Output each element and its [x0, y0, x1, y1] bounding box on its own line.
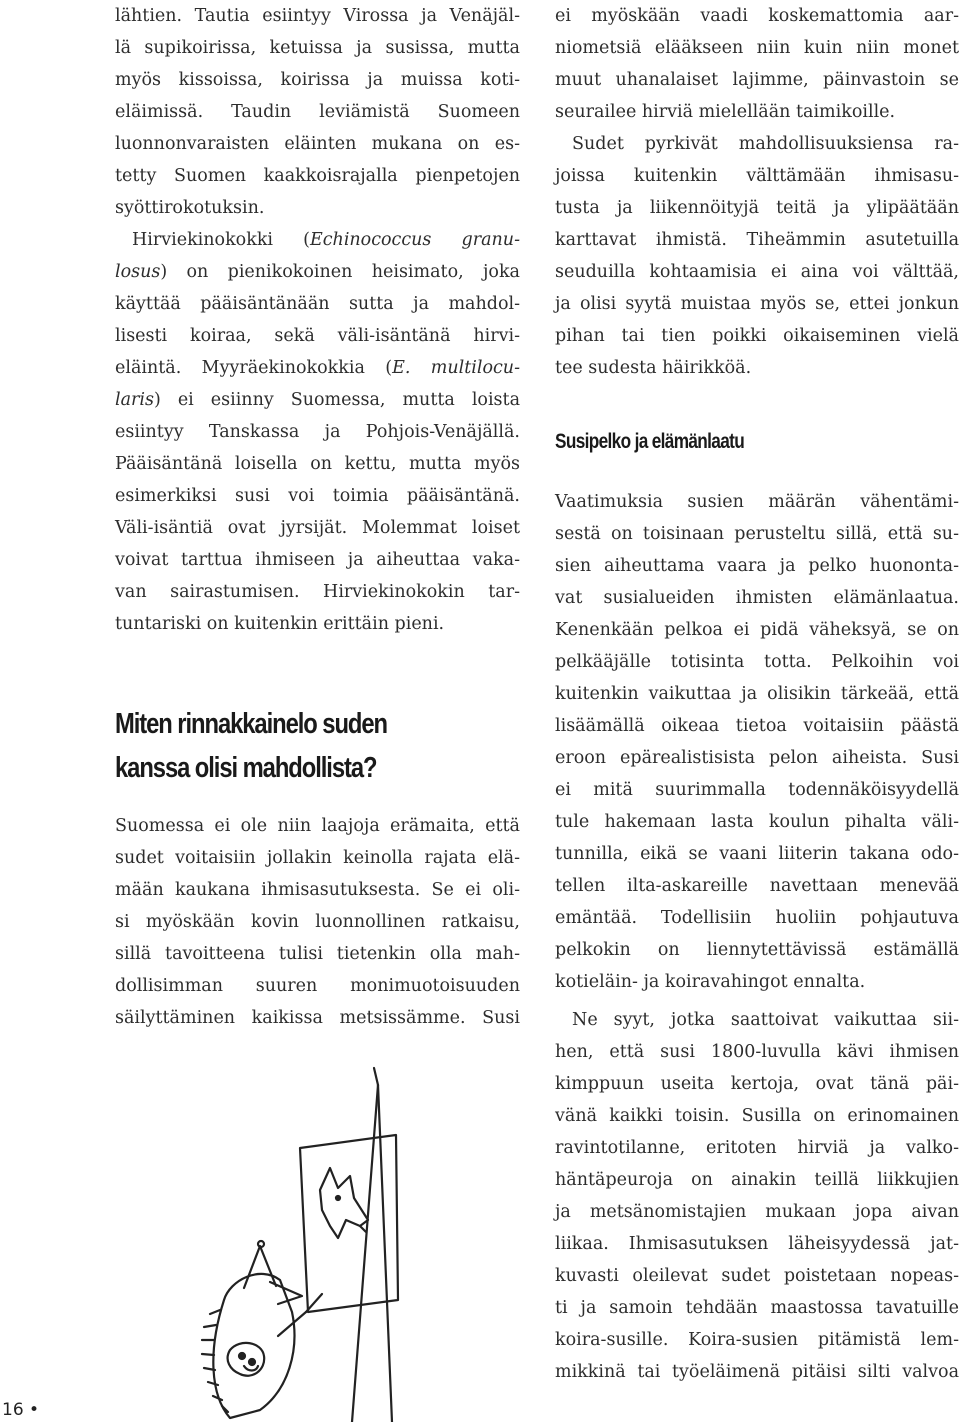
hedgehog-spikes — [202, 1310, 228, 1412]
text-line: hen, että susi 1800-luvulla kävi ihmisen — [555, 1042, 959, 1062]
paint-palette — [228, 1343, 265, 1376]
text-line — [115, 352, 520, 384]
text-span: ) ei esiinny Suomessa, mutta loista — [153, 390, 520, 410]
text-line — [115, 384, 520, 416]
text-line: ei myöskään vaadi koskemattomia aar- — [555, 6, 959, 26]
text-line: säilyttäminen kaikissa metsissämme. Susi — [115, 1008, 520, 1028]
text-line: ja olisi syytä muistaa myös se, ettei jonkun — [555, 294, 959, 314]
text-line: ravintotilanne, eritoten hirviä ja valko- — [555, 1138, 959, 1158]
text-line: mikkinä tai työeläimenä pitäisi silti valvoa — [555, 1362, 959, 1382]
section-heading: kanssa olisi mahdollista? — [115, 752, 377, 784]
text-line: van sairastumisen. Hirviekinokokin tar- — [115, 582, 520, 602]
text-line — [115, 256, 520, 288]
text-line: tuntariski on kuitenkin erittäin pieni. — [115, 614, 445, 634]
text-line: tellen ilta-askareille navettaan menevää — [555, 876, 959, 896]
text-line: lähtien. Tautia esiintyy Virossa ja Venäjäl- — [115, 6, 520, 26]
text-line: si myöskään kovin luonnollinen ratkaisu, — [115, 912, 520, 932]
text-line: koira-susille. Koira-susien pitämistä lem- — [555, 1330, 959, 1350]
text-line: dollisimman suuren monimuotoisuuden — [115, 976, 520, 996]
text-line: ja metsänomistajien mukaan jopa aivan — [555, 1202, 959, 1222]
text-line — [115, 224, 520, 256]
latin-name: Echinococcus granu- — [309, 230, 520, 250]
text-line: lisesti koiraa, sekä väli-isäntänä hirvi- — [115, 326, 520, 346]
text-line: sien aiheuttama vaara ja pelko huononta- — [555, 556, 959, 576]
text-line: ei mitä suurimmalla todennäköisyydellä — [555, 780, 959, 800]
text-line: lä supikoirissa, ketuissa ja susissa, mutta — [115, 38, 520, 58]
text-line: voivat tarttua ihmiseen ja aiheuttaa vaka- — [115, 550, 520, 570]
text-line: seurailee hirviä mielellään taimikoille. — [555, 102, 896, 122]
text-span: ) on pienikokoinen heisimato, joka — [160, 262, 520, 282]
text-line: pelkääjälle totisinta totta. Pelkoihin voi — [555, 652, 959, 672]
text-line: syöttirokotuksin. — [115, 198, 265, 218]
text-line: tule hakemaan lasta koulun pihalta väli- — [555, 812, 959, 832]
text-line: muut uhanalaiset lajimme, päinvastoin se — [555, 70, 959, 90]
text-line: kuitenkin vaikuttaa ja olisikin tärkeää, että — [555, 684, 959, 704]
text-line: tusta ja liikennöityjä teitä ja ylipäätään — [555, 198, 959, 218]
text-line: esimerkiksi susi voi toimia pääisäntänä. — [115, 486, 520, 506]
wolf-eye — [336, 1196, 340, 1200]
text-line: kimppuun useita kertoja, ovat tänä päi- — [555, 1074, 959, 1094]
text-line: luonnonvaraisten eläinten mukana on es- — [115, 134, 520, 154]
easel-leg — [352, 1085, 378, 1422]
text-line: joissa kuitenkin välttämään ihmisasu- — [555, 166, 959, 186]
text-line: kuvasti oleilevat sudet poistetaan nopeas- — [555, 1266, 959, 1286]
latin-name: losus — [115, 262, 161, 282]
latin-name: E. multilocu- — [392, 358, 520, 378]
text-line: sestä on toisinaan perusteltu sillä, että su- — [555, 524, 959, 544]
text-line: Kenenkään pelkoa ei pidä väheksyä, se on — [555, 620, 959, 640]
page-number: 16 • — [2, 1400, 40, 1420]
subsection-heading: Susipelko ja elämänlaatu — [555, 430, 745, 453]
text-line: mään kaukana ihmisasutuksesta. Se ei oli- — [115, 880, 520, 900]
text-span: eläintä. Myyräekinokokkia ( — [115, 358, 393, 378]
text-span: Hirviekinokokki ( — [132, 230, 310, 250]
text-line: vänä kaikki toisin. Susilla on erinomainen — [555, 1106, 959, 1126]
hat-pompom — [258, 1241, 264, 1247]
text-line: myös kissoissa, koirissa ja muissa koti- — [115, 70, 520, 90]
text-line: Pääisäntänä loisella on kettu, mutta myös — [115, 454, 520, 474]
text-line: Ne syyt, jotka saattoivat vaikuttaa sii- — [572, 1010, 959, 1030]
text-line: Väli-isäntiä ovat jyrsijät. Molemmat loiset — [115, 518, 520, 538]
text-line: tee sudesta häirikköä. — [555, 358, 752, 378]
text-line: sudet voitaisiin jollakin keinolla rajata elä- — [115, 848, 520, 868]
text-line: liikaa. Ihmisasutuksen läheisyydessä jat- — [555, 1234, 959, 1254]
section-heading: Miten rinnakkainelo suden — [115, 708, 387, 740]
text-line: emäntää. Todellisiin huoliin pohjautuva — [555, 908, 959, 928]
text-line: pelkokin on liennytettävissä estämällä — [555, 940, 959, 960]
text-line: lisäämällä oikeaa tietoa voitaisiin päästä — [555, 716, 959, 736]
text-line: seuduilla kohtaamisia ei aina voi välttää, — [555, 262, 959, 282]
text-line: tunnilla, eikä se vaani liiterin takana odo- — [555, 844, 959, 864]
text-line: eroon epärealistisista pelon aiheista. Susi — [555, 748, 959, 768]
hedgehog-body — [213, 1274, 294, 1418]
easel-top — [374, 1068, 378, 1085]
text-line: Suomessa ei ole niin laajoja erämaita, että — [115, 816, 520, 836]
text-line: Sudet pyrkivät mahdollisuuksiensa ra- — [572, 134, 959, 154]
text-line: ti ja samoin tehdään maastossa tavatuille — [555, 1298, 959, 1318]
text-line: kotieläin- ja koiravahingot ennalta. — [555, 972, 866, 992]
text-line: eläimissä. Taudin leviämistä Suomeen — [115, 102, 520, 122]
hedgehog-painter-illustration — [160, 1050, 400, 1422]
latin-name: laris — [115, 390, 154, 410]
text-line: karttavat ihmistä. Tiheämmin asutetuilla — [555, 230, 959, 250]
text-line: Vaatimuksia susien määrän vähentämi- — [555, 492, 959, 512]
text-line: vat susialueiden ihmisten elämänlaatua. — [555, 588, 959, 608]
text-line: häntäpeuroja on ainakin teillä liikkujien — [555, 1170, 959, 1190]
text-line: käyttää pääisäntänään sutta ja mahdol- — [115, 294, 520, 314]
text-line: sillä tavoitteena tulisi tietenkin olla mah- — [115, 944, 520, 964]
text-line: esiintyy Tanskassa ja Pohjois-Venäjällä. — [115, 422, 520, 442]
text-line: niometsiä elääkseen niin kuin niin monet — [555, 38, 959, 58]
text-line: tetty Suomen kaakkoisrajalla pienpetojen — [115, 166, 520, 186]
text-line: pihan tai tien poikki oikaiseminen vielä — [555, 326, 959, 346]
